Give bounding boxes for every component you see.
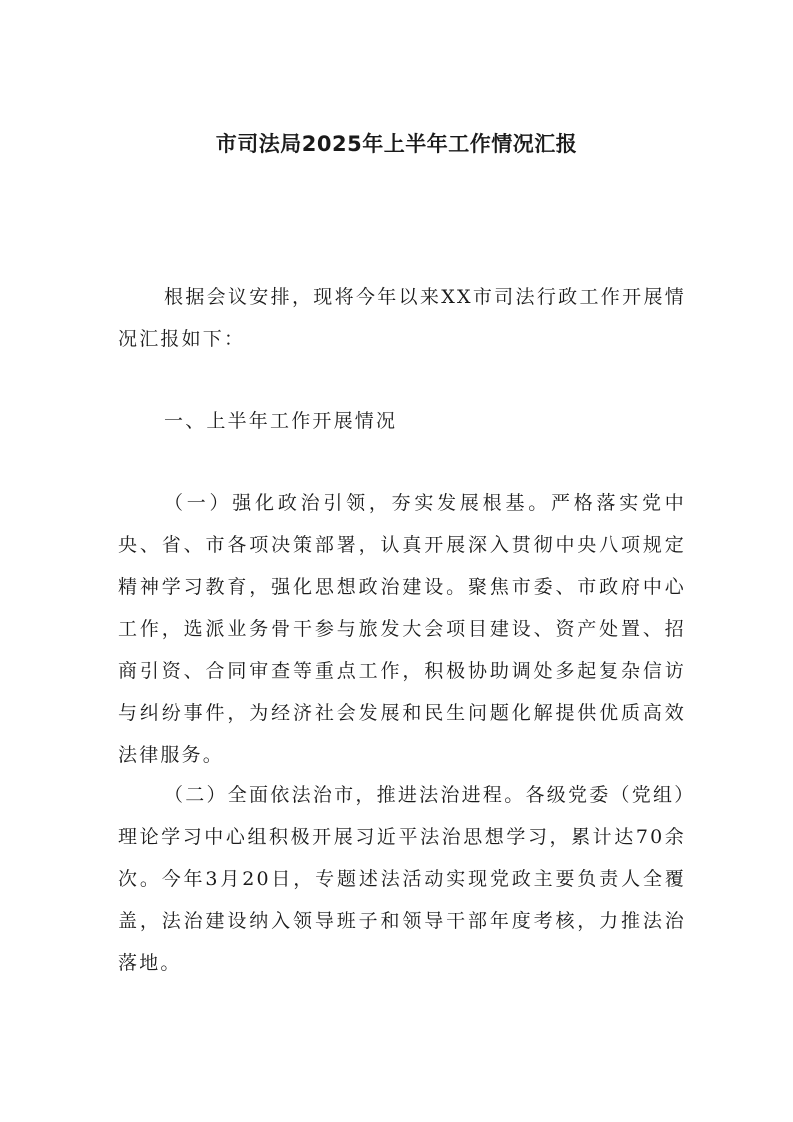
intro-paragraph: 根据会议安排，现将今年以来XX市司法行政工作开展情况汇报如下： [118, 286, 686, 350]
section-heading: 一、上半年工作开展情况 [164, 410, 398, 432]
body-paragraph: （一）强化政治引领，夯实发展根基。严格落实党中央、省、市各项决策部署，认真开展深入贯彻中央八项规定精神学习教育，强化思想政治建设。聚焦市委、市政府中心工作，选派业务骨干参与旅发大会项目建设、资产处置、招商引资、合同审查等重点工作，积极协助调处多起复杂信访与纠纷事件，为经济社会发展和民生问题化解提供优质高效法律服务。 [118, 492, 686, 766]
body-paragraph: （二）全面依法治市，推进法治进程。各级党委（党组）理论学习中心组积极开展习近平法治思想学习，累计达70余次。今年3月20日，专题述法活动实现党政主要负责人全覆盖，法治建设纳入领导班子和领导干部年度考核，力推法治落地。 [118, 784, 686, 974]
document-title: 市司法局2025年上半年工作情况汇报 [215, 132, 578, 156]
